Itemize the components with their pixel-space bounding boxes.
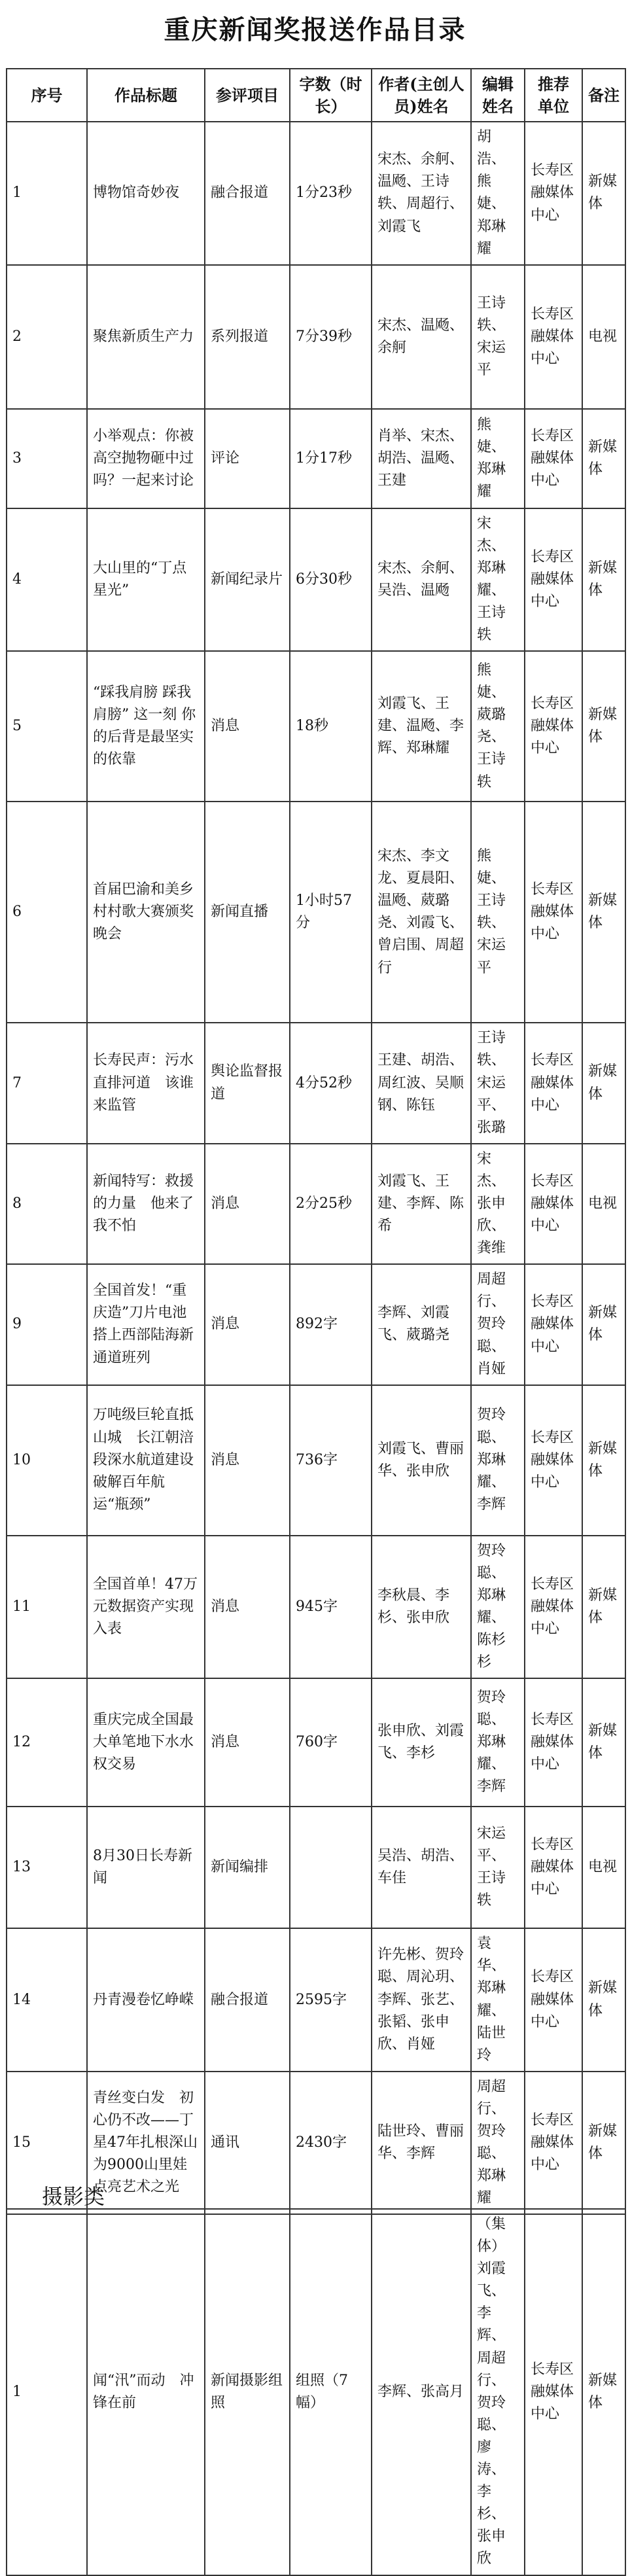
cell-editors: （集体）刘霞飞、李辉、周超行、贺玲聪、廖涛、李杉、张申欣: [471, 2209, 525, 2575]
cell-length: 6分30秒: [290, 508, 372, 652]
cell-remark: 新媒体: [582, 2209, 625, 2575]
table-row: [7, 651, 625, 802]
cell-serial-number: 3: [7, 409, 87, 508]
cell-work-title: 8月30日长寿新闻: [87, 1807, 205, 1928]
cell-editors: 王诗轶、宋运平、张璐: [471, 1023, 525, 1143]
cell-recommending-unit: 长寿区融媒体中心: [525, 1807, 582, 1928]
cell-recommending-unit: 长寿区融媒体中心: [525, 508, 582, 652]
cell-editors: 宋运平、王诗轶: [471, 1807, 525, 1928]
cell-category: 评论: [205, 409, 290, 508]
cell-editors: 熊婕、葳璐尧、王诗轶: [471, 651, 525, 802]
cell-serial-number: 8: [7, 1144, 87, 1264]
cell-length: 1分23秒: [290, 122, 372, 265]
cell-remark: 电视: [582, 1144, 625, 1264]
cell-category: 消息: [205, 1144, 290, 1264]
cell-serial-number: 1: [7, 2209, 87, 2575]
cell-authors: 李秋晨、李杉、张申欣: [372, 1536, 471, 1679]
cell-serial-number: 10: [7, 1385, 87, 1536]
table-row: [7, 1023, 625, 1143]
cell-editors: 宋杰、张申欣、龚维: [471, 1144, 525, 1264]
cell-remark: 新媒体: [582, 122, 625, 265]
cell-authors: 宋杰、李文龙、夏晨阳、温飏、葳璐尧、刘霞飞、曾启围、周超行: [372, 802, 471, 1023]
cell-length: 736字: [290, 1385, 372, 1536]
cell-serial-number: 9: [7, 1264, 87, 1385]
cell-editors: 熊婕、郑琳耀: [471, 409, 525, 508]
cell-category: 融合报道: [205, 1928, 290, 2072]
cell-length: 2分25秒: [290, 1144, 372, 1264]
cell-category: 新闻直播: [205, 802, 290, 1023]
cell-recommending-unit: 长寿区融媒体中心: [525, 1023, 582, 1143]
cell-serial-number: 7: [7, 1023, 87, 1143]
cell-recommending-unit: 长寿区融媒体中心: [525, 409, 582, 508]
cell-recommending-unit: 长寿区融媒体中心: [525, 1264, 582, 1385]
table-row: [7, 265, 625, 409]
cell-authors: 李辉、张高月: [372, 2209, 471, 2575]
cell-recommending-unit: 长寿区融媒体中心: [525, 122, 582, 265]
cell-recommending-unit: 长寿区融媒体中心: [525, 1536, 582, 1679]
cell-length: 7分39秒: [290, 265, 372, 409]
cell-work-title: 首届巴渝和美乡村村歌大赛颁奖晚会: [87, 802, 205, 1023]
cell-editors: 周超行、贺玲聪、肖娅: [471, 1264, 525, 1385]
cell-serial-number: 5: [7, 651, 87, 802]
cell-length: 组照（7幅）: [290, 2209, 372, 2575]
cell-serial-number: 4: [7, 508, 87, 652]
cell-length: 892字: [290, 1264, 372, 1385]
cell-work-title: 万吨级巨轮直抵山城 长江朝涪段深水航道建设破解百年航运“瓶颈”: [87, 1385, 205, 1536]
cell-serial-number: 2: [7, 265, 87, 409]
cell-category: 消息: [205, 1678, 290, 1807]
cell-work-title: 全国首单！47万元数据资产实现入表: [87, 1536, 205, 1679]
cell-remark: 新媒体: [582, 651, 625, 802]
cell-authors: 王建、胡浩、周红波、吴顺钢、陈钰: [372, 1023, 471, 1143]
header-category: 参评项目: [205, 69, 290, 122]
photography-table: [6, 2208, 626, 2576]
cell-serial-number: 12: [7, 1678, 87, 1807]
cell-work-title: “踩我肩膀 踩我肩膀” 这一刻 你的后背是最坚实的依靠: [87, 651, 205, 802]
cell-authors: 宋杰、余舸、吴浩、温飏: [372, 508, 471, 652]
cell-remark: 新媒体: [582, 2072, 625, 2215]
cell-length: 1小时57分: [290, 802, 372, 1023]
cell-length: 1分17秒: [290, 409, 372, 508]
header-recommending-unit: 推荐单位: [525, 69, 582, 122]
header-authors: 作者(主创人员)姓名: [372, 69, 471, 122]
cell-remark: 新媒体: [582, 508, 625, 652]
cell-category: 消息: [205, 1536, 290, 1679]
cell-remark: 新媒体: [582, 1023, 625, 1143]
cell-category: 新闻纪录片: [205, 508, 290, 652]
cell-remark: 新媒体: [582, 1536, 625, 1679]
section-title-photography: 摄影类: [42, 2184, 105, 2209]
header-editors: 编辑姓名: [471, 69, 525, 122]
header-work-title: 作品标题: [87, 69, 205, 122]
table-row: [7, 1928, 625, 2072]
cell-work-title: 青丝变白发 初心仍不改——丁星47年扎根深山为9000山里娃点亮艺术之光: [87, 2072, 205, 2215]
cell-length: 760字: [290, 1678, 372, 1807]
cell-authors: 刘霞飞、曹丽华、张申欣: [372, 1385, 471, 1536]
cell-editors: 胡浩、熊婕、郑琳耀: [471, 122, 525, 265]
cell-serial-number: 15: [7, 2072, 87, 2215]
cell-recommending-unit: 长寿区融媒体中心: [525, 2209, 582, 2575]
header-serial-number: 序号: [7, 69, 87, 122]
cell-length: 2430字: [290, 2072, 372, 2215]
cell-editors: 周超行、贺玲聪、郑琳耀: [471, 2072, 525, 2215]
cell-category: 新闻摄影组照: [205, 2209, 290, 2575]
header-length: 字数（时长）: [290, 69, 372, 122]
cell-category: 消息: [205, 1264, 290, 1385]
cell-category: 通讯: [205, 2072, 290, 2215]
cell-remark: 电视: [582, 265, 625, 409]
cell-serial-number: 6: [7, 802, 87, 1023]
cell-authors: 陆世玲、曹丽华、李辉: [372, 2072, 471, 2215]
cell-editors: 熊婕、王诗轶、宋运平: [471, 802, 525, 1023]
table-row: [7, 508, 625, 652]
cell-serial-number: 1: [7, 122, 87, 265]
page-title: 重庆新闻奖报送作品目录: [164, 14, 466, 45]
cell-category: 新闻编排: [205, 1807, 290, 1928]
cell-authors: 李辉、刘霞飞、葳璐尧: [372, 1264, 471, 1385]
cell-recommending-unit: 长寿区融媒体中心: [525, 1144, 582, 1264]
cell-remark: 新媒体: [582, 1678, 625, 1807]
cell-category: 系列报道: [205, 265, 290, 409]
cell-authors: 吴浩、胡浩、车佳: [372, 1807, 471, 1928]
table-header-row: [7, 69, 625, 122]
table-row: [7, 1264, 625, 1385]
cell-recommending-unit: 长寿区融媒体中心: [525, 1385, 582, 1536]
cell-recommending-unit: 长寿区融媒体中心: [525, 2072, 582, 2215]
cell-work-title: 博物馆奇妙夜: [87, 122, 205, 265]
cell-recommending-unit: 长寿区融媒体中心: [525, 802, 582, 1023]
cell-category: 舆论监督报道: [205, 1023, 290, 1143]
cell-authors: 宋杰、温飏、余舸: [372, 265, 471, 409]
cell-serial-number: 14: [7, 1928, 87, 2072]
cell-work-title: 大山里的“丁点星光”: [87, 508, 205, 652]
cell-authors: 肖举、宋杰、胡浩、温飏、王建: [372, 409, 471, 508]
cell-authors: 刘霞飞、王建、温飏、李辉、郑琳耀: [372, 651, 471, 802]
table-row: [7, 1536, 625, 1679]
cell-work-title: 聚焦新质生产力: [87, 265, 205, 409]
cell-work-title: 丹青漫卷忆峥嵘: [87, 1928, 205, 2072]
cell-work-title: 新闻特写：救援的力量 他来了我不怕: [87, 1144, 205, 1264]
cell-serial-number: 11: [7, 1536, 87, 1679]
cell-recommending-unit: 长寿区融媒体中心: [525, 265, 582, 409]
cell-editors: 袁华、郑琳耀、陆世玲: [471, 1928, 525, 2072]
cell-work-title: 长寿民声：污水直排河道 该谁来监管: [87, 1023, 205, 1143]
cell-remark: 电视: [582, 1807, 625, 1928]
cell-length: 945字: [290, 1536, 372, 1679]
table-row: [7, 1678, 625, 1807]
cell-category: 消息: [205, 651, 290, 802]
cell-recommending-unit: 长寿区融媒体中心: [525, 1928, 582, 2072]
cell-remark: 新媒体: [582, 1264, 625, 1385]
cell-remark: 新媒体: [582, 802, 625, 1023]
cell-length: [290, 1807, 372, 1928]
cell-remark: 新媒体: [582, 1928, 625, 2072]
cell-remark: 新媒体: [582, 409, 625, 508]
cell-serial-number: 13: [7, 1807, 87, 1928]
cell-recommending-unit: 长寿区融媒体中心: [525, 651, 582, 802]
cell-length: 18秒: [290, 651, 372, 802]
works-catalog-table: [6, 68, 626, 2215]
cell-editors: 王诗轶、宋运平: [471, 265, 525, 409]
cell-length: 2595字: [290, 1928, 372, 2072]
table-row: [7, 409, 625, 508]
cell-editors: 贺玲聪、郑琳耀、陈杉杉: [471, 1536, 525, 1679]
cell-authors: 张申欣、刘霞飞、李杉: [372, 1678, 471, 1807]
table-row: [7, 1385, 625, 1536]
cell-work-title: 重庆完成全国最大单笔地下水水权交易: [87, 1678, 205, 1807]
cell-authors: 许先彬、贺玲聪、周沁玥、李辉、张艺、张韬、张申欣、肖娅: [372, 1928, 471, 2072]
cell-category: 消息: [205, 1385, 290, 1536]
cell-editors: 宋杰、郑琳耀、王诗轶: [471, 508, 525, 652]
cell-remark: 新媒体: [582, 1385, 625, 1536]
cell-editors: 贺玲聪、郑琳耀、李辉: [471, 1678, 525, 1807]
cell-work-title: 闻“汛”而动 冲锋在前: [87, 2209, 205, 2575]
table-row: [7, 1144, 625, 1264]
cell-work-title: 小举观点：你被高空抛物砸中过吗？一起来讨论: [87, 409, 205, 508]
table-row: [7, 1807, 625, 1928]
cell-length: 4分52秒: [290, 1023, 372, 1143]
cell-category: 融合报道: [205, 122, 290, 265]
cell-editors: 贺玲聪、郑琳耀、李辉: [471, 1385, 525, 1536]
cell-authors: 刘霞飞、王建、李辉、陈希: [372, 1144, 471, 1264]
table-row: [7, 802, 625, 1023]
cell-work-title: 全国首发！“重庆造”刀片电池搭上西部陆海新通道班列: [87, 1264, 205, 1385]
cell-recommending-unit: 长寿区融媒体中心: [525, 1678, 582, 1807]
table-row: [7, 2209, 625, 2575]
cell-authors: 宋杰、余舸、温飏、王诗轶、周超行、刘霞飞: [372, 122, 471, 265]
table-row: [7, 122, 625, 265]
header-remark: 备注: [582, 69, 625, 122]
